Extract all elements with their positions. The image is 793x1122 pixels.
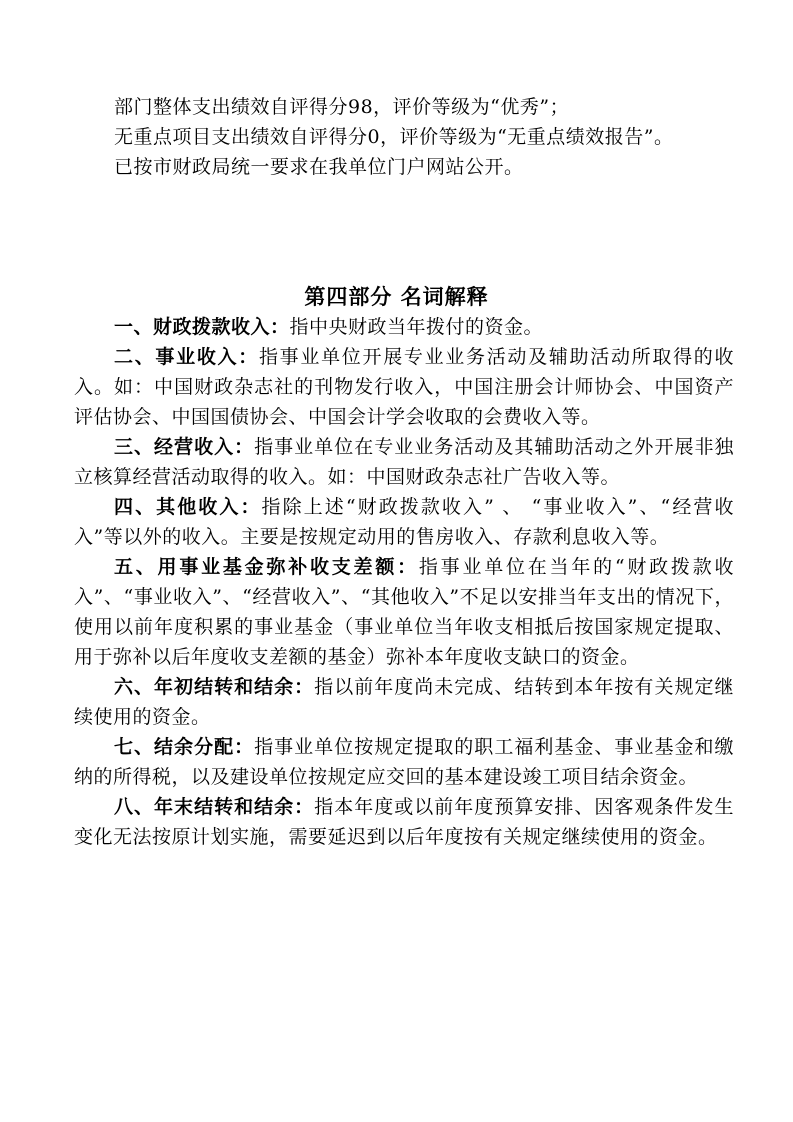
definition-term: 五、用事业基金弥补收支差额：: [114, 556, 419, 578]
definition-item: [74, 312, 734, 342]
intro-section: [74, 92, 734, 182]
definition-item: [74, 492, 734, 552]
definition-term: 七、结余分配：: [114, 736, 255, 758]
definition-term: 六、年初结转和结余：: [114, 676, 315, 698]
definition-term: 一、财政拨款收入：: [114, 316, 290, 338]
definition-item: [74, 432, 734, 492]
definition-item: [74, 792, 734, 852]
definitions-list: [74, 312, 734, 852]
definition-term: 二、事业收入：: [114, 346, 259, 368]
definition-text: 指事业单位在专业业务活动及其辅助活动之外开展非独立核算经营活动取得的收入。如：中国财政杂志社广告收入等。: [74, 436, 734, 488]
definition-text: 指事业单位开展专业业务活动及辅助活动所取得的收入。如：中国财政杂志社的刊物发行收入，中国注册会计师协会、中国资产评估协会、中国国债协会、中国会计学会收取的会费收入等。: [74, 346, 734, 428]
definition-text: 指以前年度尚未完成、结转到本年按有关规定继续使用的资金。: [74, 676, 734, 728]
definition-term: 三、经营收入：: [114, 436, 255, 458]
definition-item: [74, 552, 734, 672]
definition-term: 八、年末结转和结余：: [114, 796, 315, 818]
definition-term: 四、其他收入：: [114, 496, 262, 518]
definition-text: 指本年度或以前年度预算安排、因客观条件发生变化无法按原计划实施，需要延迟到以后年度按有关规定继续使用的资金。: [74, 796, 734, 848]
intro-paragraph-score: 部门整体支出绩效自评得分98，评价等级为“优秀”；: [114, 96, 570, 118]
definition-item: [74, 342, 734, 432]
intro-paragraph-project: 无重点项目支出绩效自评得分0，评价等级为“无重点绩效报告”。: [114, 126, 674, 148]
definition-text: 指事业单位按规定提取的职工福利基金、事业基金和缴纳的所得税，以及建设单位按规定应交回的基本建设竣工项目结余资金。: [74, 736, 734, 788]
intro-paragraph-publish: 已按市财政局统一要求在我单位门户网站公开。: [114, 156, 524, 178]
definition-text: 指除上述“财政拨款收入” 、 “事业收入”、“经营收入”等以外的收入。主要是按规定动用的售房收入、存款利息收入等。: [74, 496, 734, 548]
definition-text: 指中央财政当年拨付的资金。: [289, 316, 544, 338]
definition-item: [74, 732, 734, 792]
definition-text: 指事业单位在当年的“财政拨款收入”、“事业收入”、“经营收入”、“其他收入”不足以安排当年支出的情况下，使用以前年度积累的事业基金（事业单位当年收支相抵后按国家规定提取、用于弥补以后年度收支差额的基金）弥补本年度收支缺口的资金。: [74, 556, 734, 668]
definition-item: [74, 672, 734, 732]
section-title: 第四部分 名词解释: [304, 285, 489, 309]
